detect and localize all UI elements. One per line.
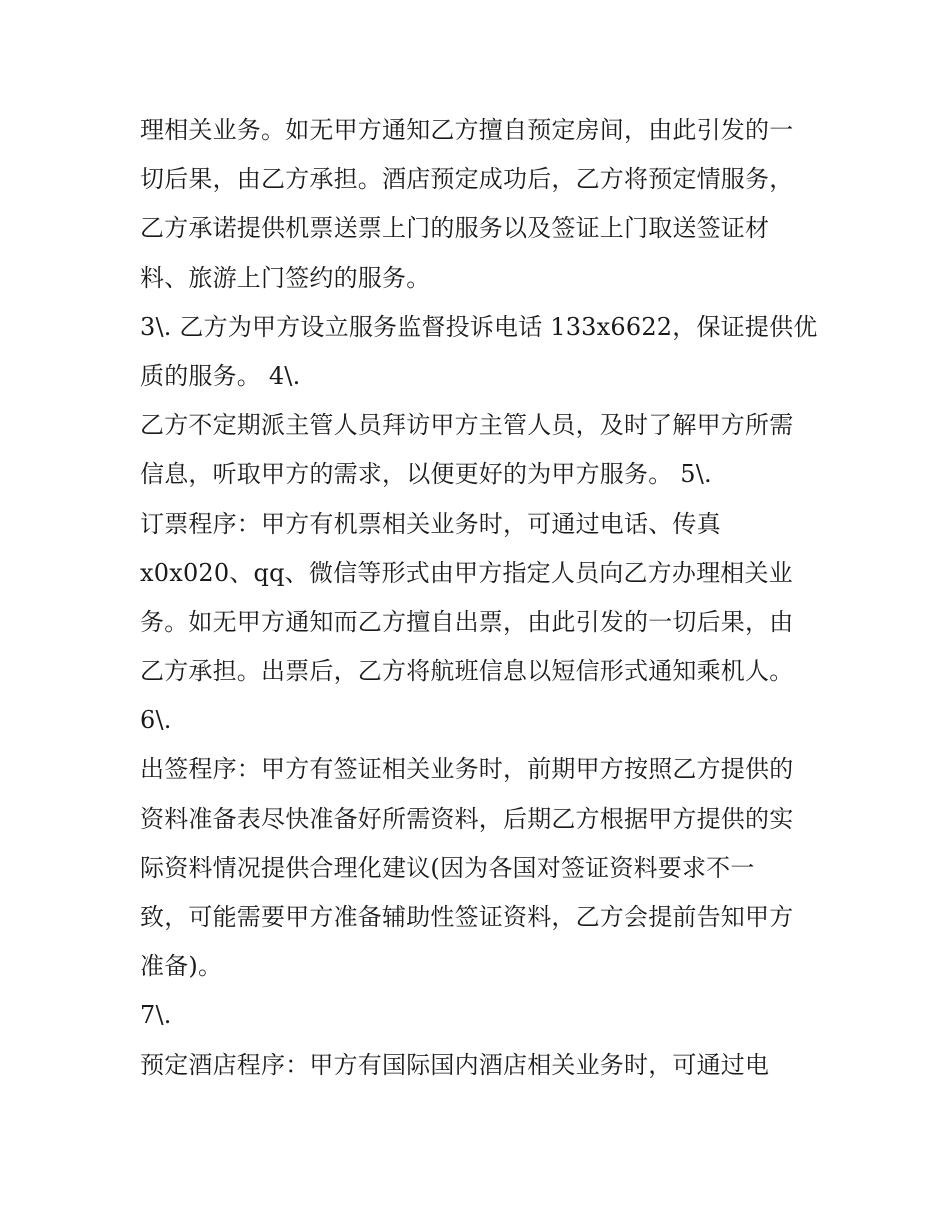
text-line: 预定酒店程序：甲方有国际国内酒店相关业务时，可通过电 <box>140 1050 770 1079</box>
text-line: 料、旅游上门签约的服务。 <box>140 263 431 292</box>
text-line: 6\. <box>140 706 172 735</box>
text-line: x0x020、qq、微信等形式由甲方指定人员向乙方办理相关业 <box>140 558 793 587</box>
text-line: 致，可能需要甲方准备辅助性签证资料，乙方会提前告知甲方 <box>140 903 794 931</box>
text-line: 乙方承担。出票后，乙方将航班信息以短信形式通知乘机人。 <box>140 657 794 686</box>
text-line: 乙方不定期派主管人员拜访甲方主管人员，及时了解甲方所需 <box>140 411 794 440</box>
text-line: 切后果，由乙方承担。酒店预定成功后，乙方将预定情服务， <box>140 165 794 194</box>
text-line: 资料准备表尽快准备好所需资料，后期乙方根据甲方提供的实 <box>140 804 794 833</box>
text-line: 3\. 乙方为甲方设立服务监督投诉电话 133x6622，保证提供优 <box>140 312 818 341</box>
text-line: 乙方承诺提供机票送票上门的服务以及签证上门取送签证材 <box>140 214 770 243</box>
text-line: 理相关业务。如无甲方通知乙方擅自预定房间，由此引发的一 <box>140 116 794 144</box>
document-body <box>140 106 830 1090</box>
text-line: 出签程序：甲方有签证相关业务时，前期甲方按照乙方提供的 <box>140 755 794 784</box>
text-line: 7\. <box>140 1001 172 1030</box>
text-line: 信息，听取甲方的需求，以便更好的为甲方服务。 5\. <box>140 460 712 489</box>
text-line: 准备)。 <box>140 952 223 981</box>
text-line: 务。如无甲方通知而乙方擅自出票，由此引发的一切后果，由 <box>140 607 794 636</box>
text-line: 订票程序：甲方有机票相关业务时，可通过电话、传真 <box>140 509 721 538</box>
text-line: 质的服务。 4\. <box>140 361 301 390</box>
text-line: 际资料情况提供合理化建议(因为各国对签证资料要求不一 <box>140 853 755 882</box>
